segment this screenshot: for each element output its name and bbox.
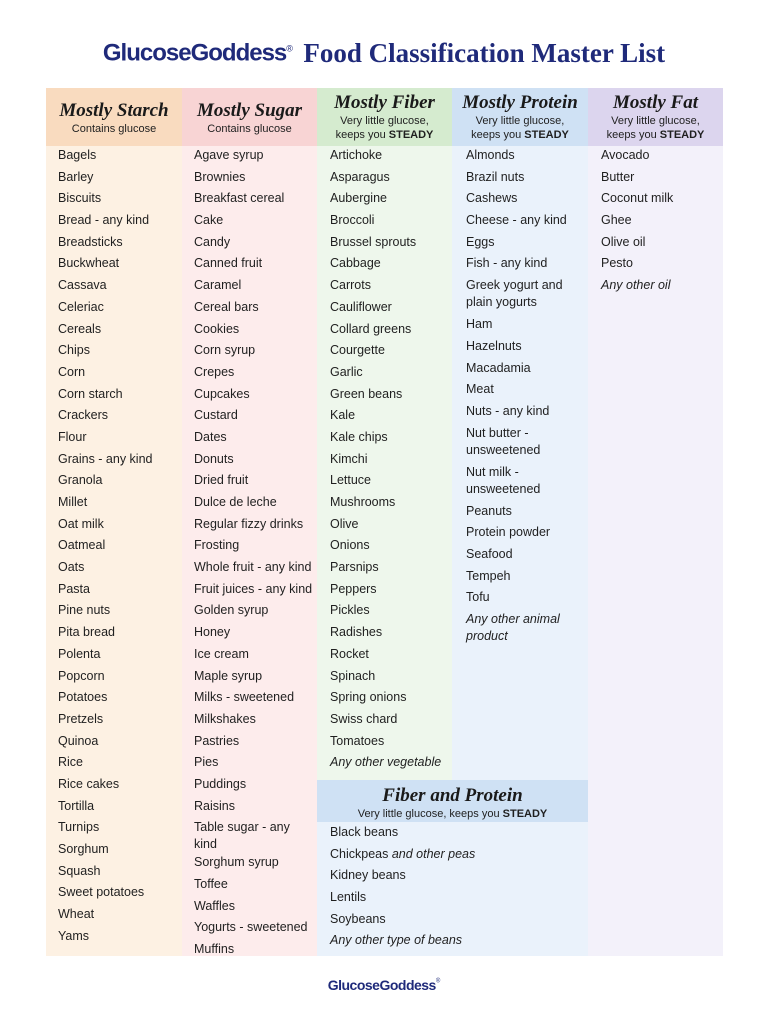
protein-list [466,146,586,649]
fiber-list [330,146,450,775]
list-item: Sorghum [58,842,109,856]
list-item: Turnips [58,820,100,835]
list-item: Dulce de leche [194,495,277,509]
list-item: Pies [194,755,219,770]
fat-subtitle-1: Very little glucose, [611,115,700,127]
list-item: Breadsticks [58,234,123,249]
list-item: Artichoke [330,148,383,162]
list-item: Pastries [194,733,240,748]
page-title [0,38,768,69]
list-item: Seafood [466,546,513,561]
list-item: Macadamia [466,360,531,375]
list-item: Olive [330,516,359,531]
footer-logo [0,976,768,994]
list-item: Garlic [330,364,363,379]
list-item: Cereals [58,321,102,336]
list-item: Parsnips [330,560,379,575]
sugar-header [182,88,317,146]
list-item: Canned fruit [194,256,263,271]
list-item: Oatmeal [58,538,106,553]
fat-list [601,146,721,298]
list-item: Breakfast cereal [194,191,285,206]
list-item: Corn [58,364,86,379]
list-item: Buckwheat [58,256,120,271]
list-item: Milkshakes [194,711,256,726]
list-item: Radishes [330,625,383,640]
list-item: Asparagus [330,169,390,184]
list-item: Sweet potatoes [58,885,145,900]
list-item: Eggs [466,234,495,249]
list-item: Flour [58,429,87,444]
list-item: Cheese - any kind [466,213,567,228]
list-item: Polenta [58,646,101,661]
list-item: Chickpeas and other peas [330,846,476,861]
list-item: Almonds [466,148,515,162]
list-item: Agave syrup [194,148,264,162]
list-item: Any other oil [601,278,671,293]
fiber-title: Mostly Fiber [334,92,435,113]
list-item: Protein powder [466,525,551,540]
list-item: Crackers [58,408,109,423]
list-item: Quinoa [58,733,99,748]
list-item: Dates [194,429,227,444]
list-item: Fruit juices - any kind [194,581,313,596]
list-item: Mushrooms [330,495,396,509]
list-item: Corn syrup [194,343,256,358]
list-item: Ham [466,317,493,332]
list-item: Kale chips [330,429,388,444]
list-item: Oat milk [58,516,104,531]
list-item: Pasta [58,581,90,596]
list-item: Any other animal product [466,612,560,643]
list-item: Greek yogurt and plain yogurts [466,278,563,310]
sugar-subtitle: Contains glucose [207,123,292,135]
fiber-subtitle-2: keeps you STEADY [335,129,434,141]
fiber-subtitle-1: Very little glucose, [340,115,429,127]
list-item: Coconut milk [601,191,674,206]
starch-list [58,146,180,948]
list-item: Cassava [58,278,107,293]
list-item: Aubergine [330,191,387,206]
registered-mark: ® [286,43,293,54]
list-item: Peanuts [466,503,512,518]
list-item: Custard [194,408,238,423]
list-item: Peppers [330,581,377,596]
starch-title: Mostly Starch [59,100,169,121]
list-item: Yogurts - sweetened [194,920,308,935]
list-item: Crepes [194,364,235,379]
list-item: Pine nuts [58,603,111,618]
list-item: Waffles [194,898,235,913]
list-item: Pretzels [58,711,104,726]
list-item: Brussel sprouts [330,234,417,249]
list-item: Soybeans [330,911,386,926]
protein-header [452,88,588,146]
fat-header [588,88,723,146]
list-item: Squash [58,863,101,878]
list-item: Lentils [330,890,367,905]
footer-brand: GlucoseGoddess [327,976,436,993]
list-item: Popcorn [58,668,105,683]
list-item: Nut milk - unsweetened [466,464,541,496]
list-item: Yams [58,928,90,943]
list-item: Brownies [194,169,246,184]
list-item: Dried fruit [194,473,249,488]
list-item: Pesto [601,256,633,271]
list-item: Biscuits [58,191,102,206]
list-item: Regular fizzy drinks [194,516,304,531]
list-item: Swiss chard [330,711,398,726]
footer-registered-mark: ® [435,978,441,985]
list-item: Avocado [601,148,650,162]
list-item: Honey [194,625,231,640]
list-item: Brazil nuts [466,169,525,184]
list-item: Tempeh [466,568,511,583]
list-item: Carrots [330,278,371,293]
list-item: Golden syrup [194,603,269,618]
list-item: Ice cream [194,646,249,661]
list-item: Bread - any kind [58,213,150,228]
protein-subtitle-1: Very little glucose, [475,115,565,127]
list-item: Puddings [194,776,247,791]
list-item: Celeriac [58,299,104,314]
list-item: Cereal bars [194,299,259,314]
list-item: Cauliflower [330,299,392,314]
list-item: Cabbage [330,256,381,271]
sugar-list [194,146,316,962]
list-item: Any other vegetable [330,755,442,770]
list-item: Wheat [58,907,95,922]
list-item: Corn starch [58,386,123,401]
fiber-protein-header [317,780,588,822]
list-item: Pickles [330,603,370,618]
sugar-title: Mostly Sugar [196,100,303,121]
list-item: Onions [330,538,370,553]
brand-logo: GlucoseGoddess [102,39,287,67]
list-item: Kimchi [330,451,368,466]
list-item: Rice [58,755,84,770]
title-text: Food Classification Master List [303,38,666,68]
list-item: Tortilla [58,798,95,813]
list-item: Whole fruit - any kind [194,560,312,575]
fat-title: Mostly Fat [613,92,698,113]
list-item: Rice cakes [58,776,120,791]
list-item: Toffee [194,877,228,891]
list-item: Nuts - any kind [466,403,550,418]
list-item: Kidney beans [330,868,406,883]
list-item: Oats [58,560,85,575]
list-item: Grains - any kind [58,451,153,466]
list-item: Spring onions [330,690,407,705]
list-item: Caramel [194,278,242,293]
list-item: Meat [466,382,494,397]
list-item: Raisins [194,798,235,813]
list-item: Ghee [601,213,632,228]
list-item: Courgette [330,343,385,358]
list-item: Sorghum syrup [194,855,279,870]
list-item: Table sugar - any kind [194,820,290,852]
list-item: Cake [194,213,224,228]
list-item: Tofu [466,590,490,605]
list-item: Tomatoes [330,733,385,748]
starch-subtitle: Contains glucose [71,123,157,135]
list-item: Rocket [330,646,369,661]
list-item: Milks - sweetened [194,690,295,705]
list-item: Spinach [330,668,376,683]
list-item: Frosting [194,538,240,553]
list-item: Cookies [194,321,240,336]
list-item: Cashews [466,191,518,206]
list-item: Millet [58,495,88,509]
list-item: Maple syrup [194,668,263,683]
list-item: Black beans [330,825,399,839]
list-item: Muffins [194,942,235,957]
list-item: Potatoes [58,690,108,705]
protein-title: Mostly Protein [462,92,578,113]
list-item: Cupcakes [194,386,250,401]
list-item: Barley [58,169,94,184]
list-item: Green beans [330,386,403,401]
fiber-header [317,88,452,146]
protein-subtitle-2: keeps you STEADY [471,129,569,141]
list-item: Broccoli [330,213,375,228]
list-item: Olive oil [601,234,646,249]
list-item: Lettuce [330,473,372,488]
list-item: Bagels [58,148,97,162]
fiber-protein-title: Fiber and Protein [382,785,523,806]
list-item: Hazelnuts [466,338,522,353]
list-item: Donuts [194,451,234,466]
list-item: Any other type of beans [330,933,463,948]
list-item: Chips [58,343,90,358]
fiber-protein-list [330,823,580,953]
list-item: Pita bread [58,625,115,640]
list-item: Candy [194,234,231,249]
list-item: Collard greens [330,321,412,336]
list-item: Butter [601,169,635,184]
fat-subtitle-2: keeps you STEADY [606,129,705,141]
starch-header [46,88,182,146]
list-item: Nut butter - unsweetened [466,425,541,457]
fiber-protein-subtitle: Very little glucose, keeps you STEADY [357,808,548,820]
list-item: Fish - any kind [466,256,548,271]
list-item: Kale [330,408,356,423]
list-item: Granola [58,473,103,488]
